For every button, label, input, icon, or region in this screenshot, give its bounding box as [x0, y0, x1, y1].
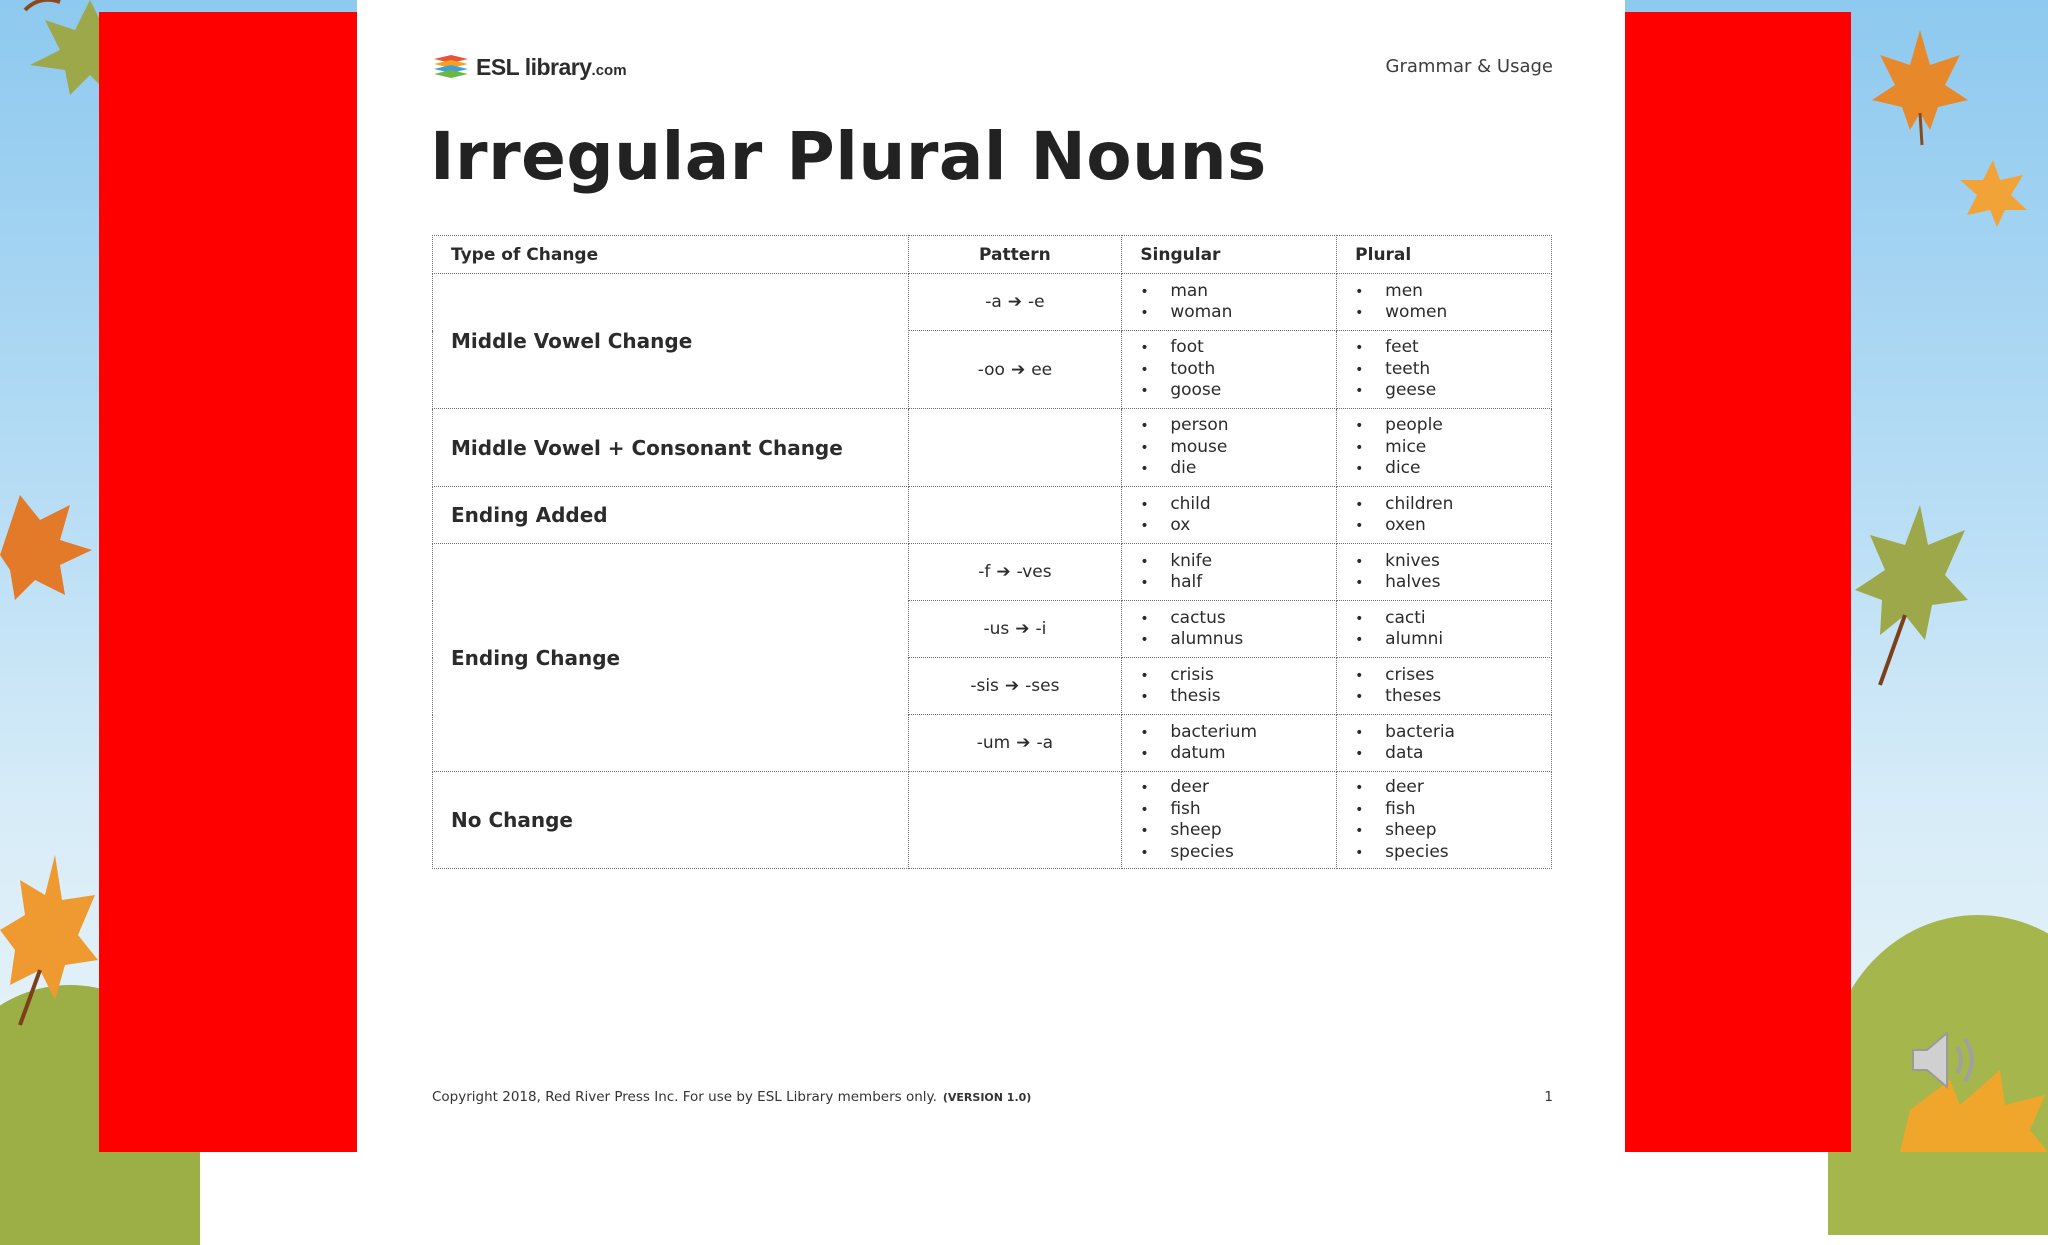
singular-word: • alumnus [1140, 629, 1336, 651]
pattern-cell [908, 715, 1122, 772]
esl-library-logo [432, 52, 627, 82]
pattern-to: -ses [1025, 676, 1060, 696]
pattern-cell [908, 274, 1122, 331]
leaf-mid-left-icon [0, 485, 95, 605]
singular-word: • half [1140, 572, 1336, 594]
plural-cell [1337, 274, 1552, 331]
plural-word: • halves [1355, 572, 1551, 594]
singular-word: • bacterium [1140, 722, 1336, 744]
pattern-cell [908, 601, 1122, 658]
speaker-icon[interactable] [1905, 1015, 1995, 1105]
table-row [433, 274, 1552, 331]
copyright-text: Copyright 2018, Red River Press Inc. For use by ESL Library members only. [432, 1089, 937, 1105]
pattern-to: ee [1031, 359, 1053, 380]
singular-word: • cactus [1140, 608, 1336, 630]
pattern-from: -um [976, 733, 1011, 753]
type-of-change-cell: Ending Change [433, 544, 909, 772]
singular-word: • species [1140, 842, 1336, 864]
singular-word: • ox [1140, 515, 1336, 537]
pattern-cell [908, 772, 1122, 869]
arrow-right-icon: ➔ [996, 562, 1011, 582]
plural-word: • men [1355, 281, 1551, 303]
plural-word: • teeth [1355, 359, 1551, 381]
plural-word: • geese [1355, 380, 1551, 402]
pattern-to: -a [1036, 733, 1054, 753]
worksheet-page [357, 0, 1625, 1152]
pattern-from: -a [985, 292, 1002, 312]
plural-word: • feet [1355, 337, 1551, 359]
singular-word: • man [1140, 281, 1336, 303]
book-stack-icon [432, 53, 470, 81]
plural-word: • mice [1355, 437, 1551, 459]
singular-word: • mouse [1140, 437, 1336, 459]
singular-word: • crisis [1140, 665, 1336, 687]
plural-cell [1337, 487, 1552, 544]
leaf-mid-right-icon [1850, 500, 1970, 690]
page-number: 1 [1544, 1089, 1553, 1105]
header-type: Type of Change [433, 236, 909, 274]
plural-cell [1337, 544, 1552, 601]
plural-cell [1337, 658, 1552, 715]
table-row [433, 409, 1552, 487]
singular-word: • woman [1140, 302, 1336, 324]
arrow-right-icon: ➔ [1004, 676, 1020, 696]
pattern-cell [908, 409, 1122, 487]
plural-word: • data [1355, 743, 1551, 765]
version-label: (VERSION 1.0) [942, 1091, 1032, 1104]
table-row [433, 487, 1552, 544]
table-header-row [433, 236, 1552, 274]
singular-word: • person [1140, 415, 1336, 437]
plural-word: • dice [1355, 458, 1551, 480]
plural-word: • women [1355, 302, 1551, 324]
pattern-cell [908, 487, 1122, 544]
plural-word: • species [1355, 842, 1551, 864]
singular-cell [1122, 544, 1337, 601]
plural-word: • theses [1355, 686, 1551, 708]
plural-word: • children [1355, 494, 1551, 516]
type-of-change-cell: Ending Added [433, 487, 909, 544]
singular-cell [1122, 331, 1337, 409]
singular-cell [1122, 274, 1337, 331]
type-of-change-cell: No Change [433, 772, 909, 869]
pattern-cell [908, 544, 1122, 601]
plural-cell [1337, 601, 1552, 658]
singular-word: • thesis [1140, 686, 1336, 708]
pattern-from: -us [983, 619, 1010, 639]
plural-word: • fish [1355, 799, 1551, 821]
singular-word: • child [1140, 494, 1336, 516]
category-label: Grammar & Usage [1385, 56, 1553, 77]
plural-word: • bacteria [1355, 722, 1551, 744]
singular-word: • fish [1140, 799, 1336, 821]
type-of-change-cell: Middle Vowel + Consonant Change [433, 409, 909, 487]
singular-word: • goose [1140, 380, 1336, 402]
logo-text: ESL library [476, 53, 592, 80]
arrow-right-icon: ➔ [1007, 292, 1023, 312]
plural-cell [1337, 715, 1552, 772]
plural-word: • cacti [1355, 608, 1551, 630]
plural-word: • sheep [1355, 820, 1551, 842]
header-plural: Plural [1337, 236, 1552, 274]
singular-cell [1122, 487, 1337, 544]
red-panel-left [99, 12, 357, 1152]
singular-word: • foot [1140, 337, 1336, 359]
singular-word: • deer [1140, 777, 1336, 799]
type-of-change-cell: Middle Vowel Change [433, 274, 909, 409]
arrow-right-icon: ➔ [1015, 619, 1030, 639]
header-pattern: Pattern [908, 236, 1122, 274]
table-row [433, 772, 1552, 869]
singular-word: • datum [1140, 743, 1336, 765]
singular-word: • knife [1140, 551, 1336, 573]
red-panel-right [1625, 12, 1851, 1152]
table-row [433, 544, 1552, 601]
header-singular: Singular [1122, 236, 1337, 274]
singular-cell [1122, 601, 1337, 658]
singular-word: • die [1140, 458, 1336, 480]
singular-word: • tooth [1140, 359, 1336, 381]
plural-word: • alumni [1355, 629, 1551, 651]
table-body [433, 274, 1552, 869]
arrow-right-icon: ➔ [1010, 359, 1026, 380]
footer-copyright [432, 1089, 1031, 1105]
pattern-to: -i [1035, 619, 1047, 639]
plural-cell [1337, 772, 1552, 869]
leaf-top-right-icon [1870, 25, 1970, 150]
plural-nouns-table [432, 235, 1552, 869]
plural-word: • people [1355, 415, 1551, 437]
pattern-cell [908, 658, 1122, 715]
plural-word: • knives [1355, 551, 1551, 573]
singular-cell [1122, 409, 1337, 487]
leaf-bottom-left-icon [0, 850, 100, 1030]
pattern-to: -ves [1016, 562, 1052, 582]
plural-word: • deer [1355, 777, 1551, 799]
pattern-cell [908, 331, 1122, 409]
singular-cell [1122, 715, 1337, 772]
plural-word: • crises [1355, 665, 1551, 687]
logo-suffix: .com [591, 61, 627, 79]
leaf-small-right-icon [1955, 155, 2030, 230]
pattern-from: -oo [977, 359, 1005, 380]
singular-cell [1122, 772, 1337, 869]
pattern-to: -e [1028, 292, 1045, 312]
arrow-right-icon: ➔ [1016, 733, 1031, 753]
pattern-from: -sis [970, 676, 999, 696]
plural-cell [1337, 409, 1552, 487]
pattern-from: -f [978, 562, 991, 582]
plural-cell [1337, 331, 1552, 409]
singular-cell [1122, 658, 1337, 715]
singular-word: • sheep [1140, 820, 1336, 842]
page-title: Irregular Plural Nouns [430, 118, 1267, 195]
plural-word: • oxen [1355, 515, 1551, 537]
